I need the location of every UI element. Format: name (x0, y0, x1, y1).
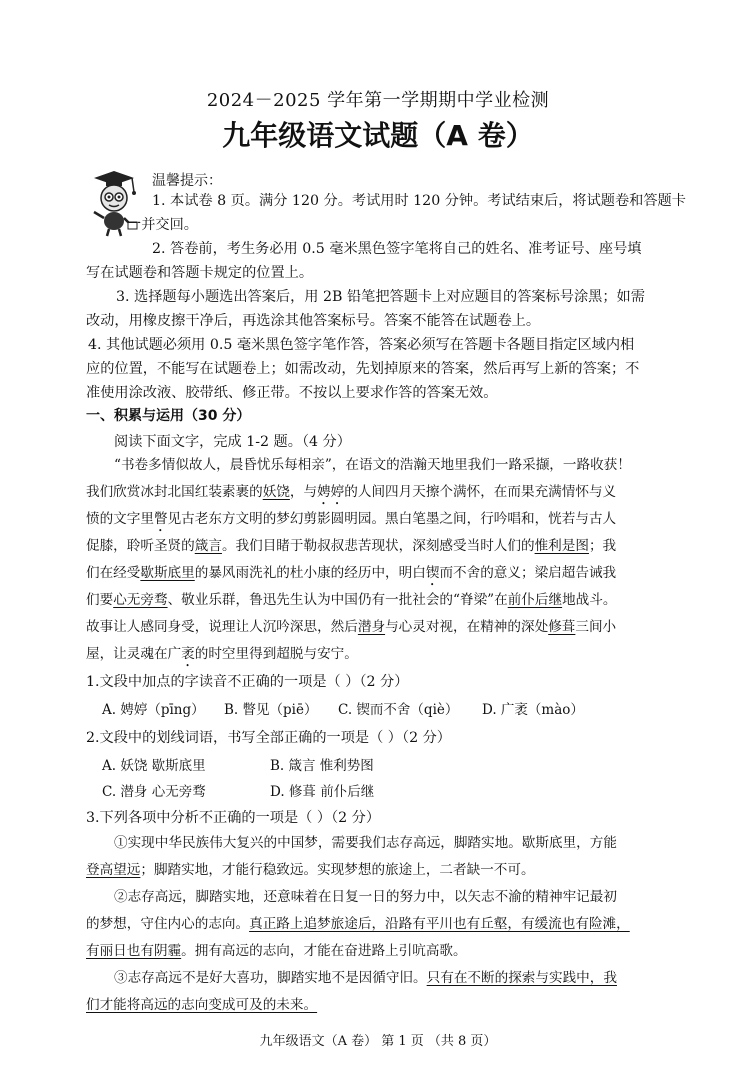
passage-line-5 (86, 560, 616, 589)
tip-1-line-1: 1. 本试卷 8 页。满分 120 分。考试用时 120 分钟。考试结束后，将试题卷和答题卡 (152, 193, 686, 209)
passage-text: ；我 (588, 538, 617, 554)
tip-3-line-2: 改动，用橡皮擦干净后，再选涂其他答案标号。答案不能答在试题卷上。 (86, 313, 541, 329)
question-1-option-a: A. 娉婷（pīng） (102, 702, 205, 718)
question-3-para-2-line-1: ②志存高远，脚踏实地，还意味着在日复一日的努力中，以矢志不渝的精神牢记最初 (114, 889, 617, 905)
question-3-para-1-line-1: ①实现中华民族伟大复兴的中国梦，需要我们志存高远，脚踏实地。歇斯底里，方能 (114, 835, 617, 851)
question-3-stem: 3.下列各项中分析不正确的一项是（ ）（2 分） (86, 810, 381, 826)
paragraph-text: ③志存高远不是好大喜功，脚踏实地不是因循守旧。 (114, 970, 427, 986)
tip-2-line-1: 2. 答卷前，考生务必用 0.5 毫米黑色签字笔将自己的姓名、准考证号、座号填 (152, 241, 642, 257)
page-footer: 九年级语文（A 卷） 第 1 页 （共 8 页） (259, 1034, 497, 1049)
passage-text: 而不舍的意义；梁启超告诫我 (439, 565, 617, 581)
tips-heading: 温馨提示： (152, 173, 222, 189)
question-3-para-2-line-3 (86, 938, 467, 966)
underlined-phrase: 真正路上追梦旅途后，沿路有平川也有丘壑，有缓流也有险滩， (249, 916, 630, 932)
question-2-option-a: A. 妖饶 歇斯底里 (102, 758, 206, 774)
subject-title: 九年级语文试题（A 卷） (222, 119, 534, 152)
passage-line-8 (86, 641, 358, 670)
passage-text: 我们欣赏冰封北国红装素裹的 (86, 484, 263, 500)
passage-text: 。我们目睹于勒叔叔悲苦现状，深刻感受当时人们的 (221, 538, 535, 554)
tip-2-line-2: 写在试题卷和答题卡规定的位置上。 (86, 265, 314, 281)
passage-text: 三间小 (575, 619, 617, 635)
question-1-option-d: D. 广袤（mào） (482, 702, 584, 718)
underlined-phrase: 登高望远 (86, 862, 141, 878)
passage-text: 们在经受 (86, 565, 141, 581)
section-1-intro: 阅读下面文字，完成 1-2 题。（4 分） (114, 434, 351, 450)
underlined-phrase: 只有在不断的探索与实践中，我 (426, 970, 617, 986)
passage-text: 见古老东方文明的梦幻剪影圆明园。黑白笔墨之间，行吟唱和，恍若与古人 (167, 511, 617, 527)
tip-4-line-2: 应的位置，不能写在试题卷上；如需改动，先划掉原来的答案，然后再写上新的答案；不 (86, 361, 640, 377)
passage-text: 的人间四月天擦个满怀，在而果充满情怀与义 (344, 484, 617, 500)
passage-line-4 (86, 533, 616, 561)
underlined-word: 心无旁骛 (113, 592, 168, 608)
question-3-para-3-line-1 (114, 965, 617, 993)
underlined-word: 歇斯底里 (140, 565, 195, 581)
passage-text: 、敬业乐群，鲁迅先生认为中国仍有一批社会的“脊梁”在 (167, 592, 508, 608)
underlined-phrase: 有丽日也有阴霾 (86, 943, 182, 959)
tip-1-line-2: 一并交回。 (127, 217, 198, 233)
tip-4-line-3: 准使用涂改液、胶带纸、修正带。不按以上要求作答的答案无效。 (86, 385, 498, 401)
underlined-word: 前仆后继 (507, 592, 563, 608)
dotted-word: 瞥 (153, 511, 168, 527)
passage-line-7 (86, 614, 616, 642)
question-3-para-1-line-2 (86, 857, 535, 885)
dotted-word: 袤 (181, 646, 195, 662)
question-2-option-b: B. 箴言 惟利势图 (270, 758, 374, 774)
paragraph-text: 的梦想，守住内心的志向。 (86, 916, 250, 932)
passage-text: ，与 (289, 484, 318, 500)
underlined-word: 箴言 (194, 538, 222, 554)
dotted-word: 锲 (425, 565, 440, 581)
underlined-word: 潜身 (357, 619, 386, 635)
passage-text: 的暴风雨洗礼的杜小康的经历中，明白 (194, 565, 426, 581)
question-3-para-2-line-2 (86, 911, 630, 939)
passage-text: 愤的文字里 (86, 511, 154, 527)
underlined-phrase: 们才能将高远的志向变成可及的未来。 (86, 997, 318, 1013)
passage-text: 的时空里得到超脱与安宁。 (194, 646, 358, 662)
paragraph-text: ；脚踏实地，才能行稳致远。实现梦想的旅途上，二者缺一不可。 (140, 862, 535, 878)
passage-text: 屋，让灵魂在广 (86, 646, 182, 662)
passage-text: 促膝，聆听圣贤的 (86, 538, 195, 554)
question-2-option-d: D. 修葺 前仆后继 (270, 784, 375, 800)
tip-4-line-1: 4. 其他试题必须用 0.5 毫米黑色签字笔作答，答案必须写在答题卡各题目指定区域内相 (88, 337, 635, 353)
dotted-word: 娉婷 (317, 484, 345, 500)
question-1-option-b: B. 瞥见（piē） (224, 702, 318, 718)
underlined-word: 修葺 (548, 619, 576, 635)
paragraph-text: 。拥有高远的志向，才能在奋进路上引吭高歌。 (181, 943, 467, 959)
passage-text: 故事让人感同身受，说理让人沉吟深思，然后 (86, 619, 358, 635)
passage-line-6 (86, 587, 616, 615)
passage-line-2 (86, 479, 616, 508)
underlined-word: 妖饶 (262, 484, 290, 500)
question-3-para-3-line-2 (86, 992, 317, 1020)
passage-line-1: “书卷多情似故人，晨昏忧乐每相亲”，在语文的浩瀚天地里我们一路采撷，一路收获！ (114, 457, 631, 473)
question-1-stem: 1.文段中加点的字读音不正确的一项是（ ）（2 分） (86, 674, 409, 690)
exam-title: 2024－2025 学年第一学期期中学业检测 (206, 90, 550, 111)
tip-3-line-1: 3. 选择题每小题选出答案后，用 2B 铅笔把答题卡上对应题目的答案标号涂黑；如需 (116, 289, 645, 305)
passage-text: 与心灵对视，在精神的深处 (385, 619, 549, 635)
question-2-stem: 2.文段中的划线词语，书写全部正确的一项是（ ）（2 分） (86, 730, 451, 746)
passage-line-3 (86, 506, 616, 535)
section-1-heading: 一、积累与运用（30 分） (86, 408, 251, 424)
passage-text: 们要 (86, 592, 114, 608)
underlined-word: 惟利是图 (534, 538, 589, 554)
question-2-option-c: C. 潜身 心无旁骛 (102, 784, 206, 800)
question-1-option-c: C. 锲而不舍（qiè） (338, 702, 459, 718)
passage-text: 地战斗。 (562, 592, 617, 608)
